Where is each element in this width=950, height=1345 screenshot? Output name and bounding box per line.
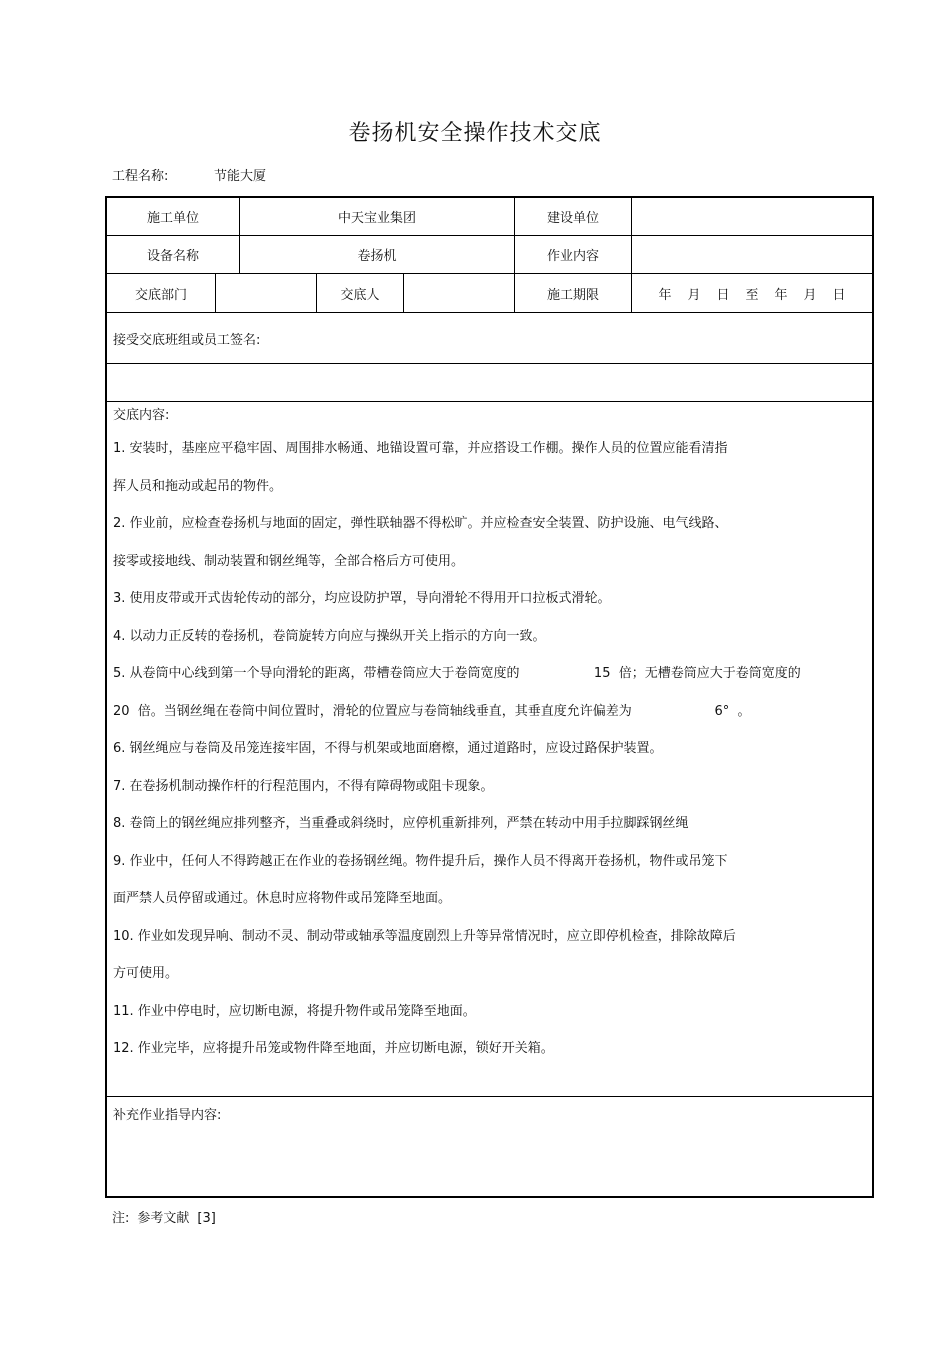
project-label: 工程名称:	[112, 169, 169, 184]
content-line: 6. 钢丝绳应与卷筒及吊笼连接牢固，不得与机架或地面磨檫，通过道路时，应设过路保护装置。	[113, 741, 663, 756]
note-label: 注:	[112, 1211, 130, 1226]
project-name: 节能大厦	[214, 169, 267, 184]
period-end-day: 日	[832, 287, 846, 303]
content-line: 7. 在卷扬机制动操作杆的行程范围内，不得有障碍物或阻卡现象。	[113, 778, 494, 794]
construction-unit-value: 中天宝业集团	[337, 211, 416, 226]
row-divider	[107, 1096, 872, 1097]
content-line: 12. 作业完毕，应将提升吊笼或物件降至地面，并应切断电源，锁好开关箱。	[113, 1041, 554, 1056]
signature-label: 接受交底班组或员工签名:	[113, 332, 261, 348]
content-line: 接零或接地线、制动装置和钢丝绳等，全部合格后方可使用。	[113, 553, 465, 569]
document-title: 卷扬机安全操作技术交底	[348, 121, 602, 146]
period-start-day: 日	[716, 287, 730, 303]
builder-unit-label: 建设单位	[546, 211, 599, 226]
period-start-year: 年	[658, 287, 672, 303]
equipment-value: 卷扬机	[357, 249, 397, 264]
content-line: 11. 作业中停电时，应切断电源，将提升物件或吊笼降至地面。	[113, 1003, 476, 1019]
equipment-label: 设备名称	[146, 249, 199, 264]
content-line: 9. 作业中，任何人不得跨越正在作业的卷扬钢丝绳。物件提升后，操作人员不得离开卷扬机，物件或吊笼下	[113, 853, 728, 869]
disclosure-table	[105, 196, 874, 1198]
period-end-month: 月	[803, 287, 817, 303]
person-value	[404, 274, 514, 312]
row-divider	[107, 401, 872, 402]
content-line: 20 倍。当钢丝绳在卷筒中间位置时，滑轮的位置应与卷筒轴线垂直，其垂直度允许偏差为 6° 。	[113, 703, 751, 719]
content-label: 交底内容:	[113, 408, 170, 423]
period-to: 至	[745, 287, 759, 303]
content-line: 3. 使用皮带或开式齿轮传动的部分，均应设防护罩，导向滑轮不得用开口拉板式滑轮。	[113, 591, 611, 606]
content-line: 4. 以动力正反转的卷扬机，卷筒旋转方向应与操纵开关上指示的方向一致。	[113, 628, 546, 644]
period-start-month: 月	[687, 287, 701, 303]
content-line: 挥人员和拖动或起吊的物件。	[113, 478, 283, 494]
project-line	[112, 165, 266, 184]
note-ref: [3]	[197, 1211, 216, 1226]
period-value	[632, 274, 872, 312]
content-line: 8. 卷筒上的钢丝绳应排列整齐，当重叠或斜绕时，应停机重新排列，严禁在转动中用手拉脚踩钢丝绳	[113, 816, 689, 831]
note-text: 参考文献	[137, 1211, 190, 1226]
period-label: 施工期限	[546, 287, 599, 303]
construction-unit-label: 施工单位	[146, 211, 199, 226]
content-line: 面严禁人员停留或通过。休息时应将物件或吊笼降至地面。	[113, 891, 452, 906]
builder-unit-value	[632, 198, 872, 235]
work-content-value	[632, 236, 872, 273]
row-divider	[107, 363, 872, 364]
supplement-label: 补充作业指导内容:	[113, 1108, 222, 1123]
content-line: 2. 作业前，应检查卷扬机与地面的固定，弹性联轴器不得松旷。并应检查安全装置、防护设施、电气线路、	[113, 516, 728, 531]
footnote	[112, 1207, 224, 1226]
period-end-year: 年	[774, 287, 788, 303]
dept-label: 交底部门	[134, 287, 187, 303]
content-line: 1. 安装时，基座应平稳牢固、周围排水畅通、地锚设置可靠，并应搭设工作棚。操作人员的位置应能看清指	[113, 441, 728, 456]
person-label: 交底人	[340, 287, 380, 303]
dept-value	[216, 274, 316, 312]
content-line: 方可使用。	[113, 966, 179, 981]
content-line: 10. 作业如发现异响、制动不灵、制动带或轴承等温度剧烈上升等异常情况时，应立即停机检查，排除故障后	[113, 928, 736, 944]
content-line: 5. 从卷筒中心线到第一个导向滑轮的距离，带槽卷筒应大于卷筒宽度的 15 倍；无槽卷筒应大于卷筒宽度的	[113, 666, 801, 681]
work-content-label: 作业内容	[546, 249, 599, 264]
